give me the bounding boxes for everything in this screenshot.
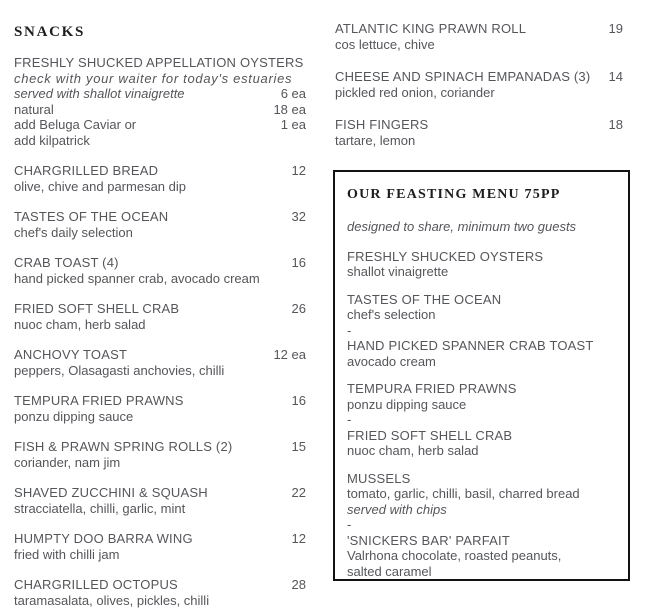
item-price: 26: [291, 301, 306, 316]
item-name: TEMPURA FRIED PRAWNS: [14, 393, 184, 408]
course-name: 'SNICKERS BAR' PARFAIT: [347, 532, 510, 548]
item-name: CHARGRILLED OCTOPUS: [14, 577, 178, 592]
oyster-option-label: served with shallot vinaigrette: [14, 86, 185, 101]
item-price: 19: [608, 21, 623, 36]
item-name: FISH FINGERS: [335, 117, 429, 132]
item-title-row: [14, 347, 306, 363]
oyster-option-row: [14, 133, 306, 149]
menu-item: [14, 301, 306, 332]
course-separator-dash: -: [347, 322, 352, 338]
item-price: 12: [291, 531, 306, 546]
feasting-note: designed to share, minimum two guests: [347, 219, 577, 234]
feasting-courses-list: [347, 249, 616, 580]
item-title-row: [14, 163, 306, 179]
course-name: TEMPURA FRIED PRAWNS: [347, 381, 517, 396]
item-description: taramasalata, olives, pickles, chilli: [14, 592, 210, 608]
item-price: 16: [291, 393, 306, 408]
course-description: Valrhona chocolate, roasted peanuts,: [347, 548, 562, 563]
oyster-option-label: add Beluga Caviar or: [14, 117, 137, 132]
menu-item: [14, 577, 306, 608]
oyster-option-label: add kilpatrick: [14, 132, 90, 148]
feast-course: [347, 249, 616, 280]
item-name: ANCHOVY TOAST: [14, 347, 128, 362]
item-description: fried with chilli jam: [14, 546, 120, 562]
item-description: nuoc cham, herb salad: [14, 316, 146, 332]
course-description: ponzu dipping sauce: [347, 396, 467, 412]
item-title-row: [335, 117, 623, 133]
snacks-column: [14, 24, 306, 612]
feast-course: [347, 428, 616, 459]
feasting-heading: OUR FEASTING MENU 75PP: [347, 187, 561, 202]
item-title-row: [14, 577, 306, 593]
item-price: 16: [291, 255, 306, 270]
item-name: FRIED SOFT SHELL CRAB: [14, 301, 180, 316]
feast-course: [347, 292, 616, 323]
item-name: CRAB TOAST (4): [14, 255, 119, 270]
menu-item: [14, 531, 306, 562]
item-description: chef's daily selection: [14, 224, 133, 240]
item-description: hand picked spanner crab, avocado cream: [14, 270, 260, 286]
item-name: HUMPTY DOO BARRA WING: [14, 531, 193, 546]
course-name: FRESHLY SHUCKED OYSTERS: [347, 248, 544, 264]
oyster-option-price: 18 ea: [273, 101, 306, 117]
course-separator-dash: -: [347, 412, 352, 427]
course-description: nuoc cham, herb salad: [347, 443, 479, 458]
menu-item: [14, 393, 306, 424]
course-separator-gap: [347, 369, 616, 381]
item-description: coriander, nam jim: [14, 454, 121, 470]
oyster-option-row: [14, 102, 306, 118]
menu-item: [335, 117, 623, 148]
menu-item: [335, 21, 623, 52]
item-price: 12 ea: [273, 347, 306, 362]
feast-course: [347, 381, 616, 412]
menu-item: [14, 255, 306, 286]
snacks-items-list: [14, 163, 306, 608]
item-price: 22: [291, 485, 306, 500]
oyster-options-list: [14, 86, 306, 148]
course-name: HAND PICKED SPANNER CRAB TOAST: [347, 338, 594, 353]
course-name: MUSSELS: [347, 470, 411, 486]
course-separator-gap: [347, 280, 616, 292]
course-description: avocado cream: [347, 353, 436, 369]
item-name: CHARGRILLED BREAD: [14, 163, 159, 178]
course-description: shallot vinaigrette: [347, 264, 449, 279]
item-title-row: [14, 485, 306, 501]
item-title-row: [14, 439, 306, 455]
item-description: peppers, Olasagasti anchovies, chilli: [14, 362, 225, 378]
oyster-option-row: [14, 86, 306, 102]
course-description: tomato, garlic, chilli, basil, charred bread: [347, 486, 580, 501]
item-description: tartare, lemon: [335, 132, 416, 148]
feast-course: [347, 338, 616, 369]
item-name: TASTES OF THE OCEAN: [14, 209, 169, 224]
item-description: cos lettuce, chive: [335, 36, 435, 52]
feast-course: [347, 533, 616, 580]
item-price: 18: [608, 117, 623, 132]
item-description: ponzu dipping sauce: [14, 408, 134, 424]
course-name: TASTES OF THE OCEAN: [347, 291, 502, 307]
menu-item-oysters: [14, 55, 306, 148]
oyster-option-price: 1 ea: [280, 117, 306, 132]
item-description: stracciatella, chilli, garlic, mint: [14, 500, 186, 516]
item-title-row: [14, 55, 306, 71]
item-title-row: [335, 21, 623, 37]
menu-item: [14, 209, 306, 240]
feasting-menu-box: [333, 170, 630, 581]
item-title-row: [14, 209, 306, 225]
course-name: FRIED SOFT SHELL CRAB: [347, 427, 513, 443]
item-title-row: [14, 393, 306, 409]
item-description: olive, chive and parmesan dip: [14, 178, 186, 194]
feast-course: [347, 471, 616, 518]
menu-item: [14, 485, 306, 516]
course-separator-dash: -: [347, 517, 352, 532]
item-title-row: [14, 531, 306, 547]
menu-item: [335, 69, 623, 100]
item-price: 12: [291, 163, 306, 178]
oyster-option-price: 6 ea: [280, 86, 306, 101]
item-name: CHEESE AND SPINACH EMPANADAS (3): [335, 69, 591, 84]
menu-item: [14, 439, 306, 470]
item-title-row: [14, 301, 306, 317]
item-name: SHAVED ZUCCHINI & SQUASH: [14, 485, 208, 500]
oyster-option-row: [14, 117, 306, 133]
oyster-option-label: natural: [14, 101, 54, 117]
course-description: chef's selection: [347, 307, 436, 322]
item-price: 32: [291, 209, 306, 224]
item-price: 15: [291, 439, 306, 454]
menu-item: [14, 163, 306, 194]
menu-item: [14, 347, 306, 378]
course-description: salted caramel: [347, 563, 432, 579]
right-column: [335, 21, 623, 165]
oysters-note: check with your waiter for today's estuaries: [14, 70, 293, 86]
item-title-row: [335, 69, 623, 85]
course-separator-gap: [347, 459, 616, 471]
course-description: served with chips: [347, 501, 447, 517]
item-name: FISH & PRAWN SPRING ROLLS (2): [14, 439, 233, 454]
item-name: FRESHLY SHUCKED APPELLATION OYSTERS: [14, 55, 304, 70]
item-description: pickled red onion, coriander: [335, 84, 495, 100]
snacks-heading: SNACKS: [14, 24, 86, 40]
right-items-list: [335, 21, 623, 148]
item-price: 28: [291, 577, 306, 592]
item-price: 14: [608, 69, 623, 84]
item-name: ATLANTIC KING PRAWN ROLL: [335, 21, 527, 36]
item-title-row: [14, 255, 306, 271]
